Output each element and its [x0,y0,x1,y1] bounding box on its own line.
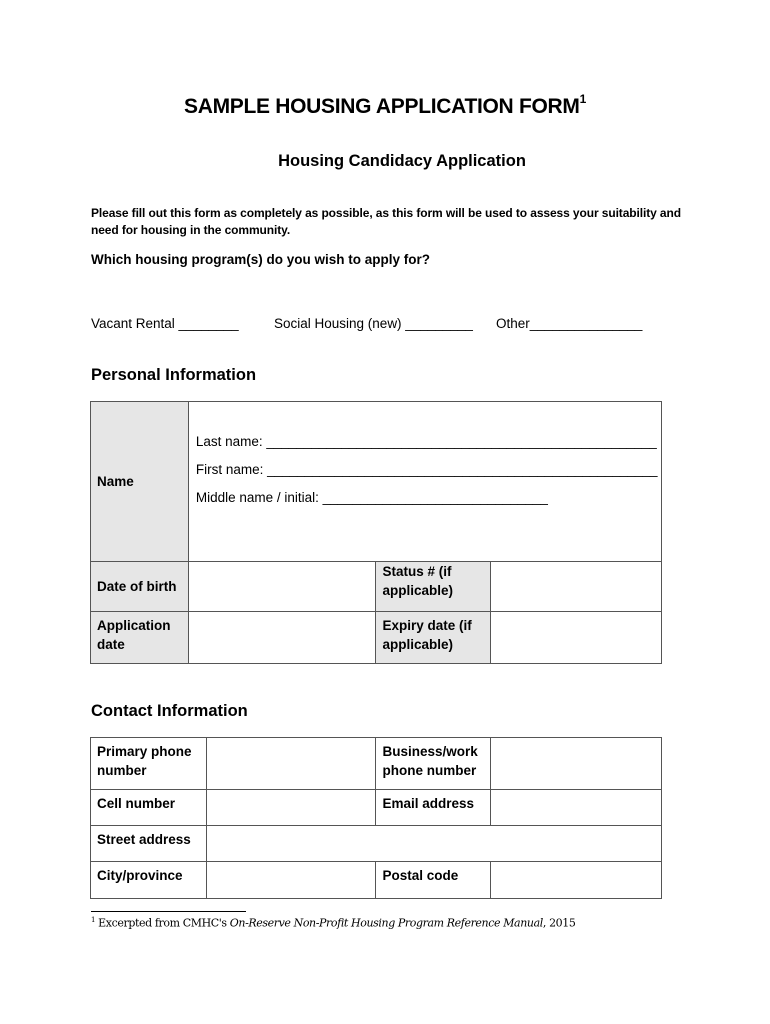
primary-phone-label-cell [91,738,207,790]
city-label-cell [91,862,207,899]
city-label: City/province [97,868,183,883]
email-label-cell [376,790,491,826]
status-label-cell [376,562,491,612]
personal-info-heading: Personal Information [91,366,257,384]
status-input[interactable] [491,562,662,612]
expiry-input[interactable] [491,612,662,664]
personal-info-table [90,401,662,664]
application-date-label: Application date [97,618,171,652]
name-label: Name [97,474,134,489]
footnote: $^1$ Excerpted from CMHC's On-Reserve Non-Profit Housing Program Reference Manual, 2015 [91,916,576,930]
city-input[interactable] [206,862,376,899]
primary-phone-input[interactable] [206,738,376,790]
dob-label: Date of birth [97,579,177,594]
business-phone-input[interactable] [491,738,662,790]
title-footnote-marker: 1 [579,92,586,106]
form-subtitle: Housing Candidacy Application [278,152,526,170]
application-date-input[interactable] [188,612,376,664]
form-title: SAMPLE HOUSING APPLICATION FORM$^1$ [184,92,586,118]
business-phone-label-cell [376,738,491,790]
application-date-label-cell [91,612,189,664]
footnote-divider [91,911,246,912]
street-label-cell [91,826,207,862]
business-phone-label: Business/work phone number [382,744,478,778]
contact-info-heading: Contact Information [91,702,248,720]
footnote-source-title: On-Reserve Non-Profit Housing Program Reference Manual [229,916,543,930]
option-other[interactable]: Other_______________ [496,316,643,331]
postal-label: Postal code [382,868,459,883]
cell-input[interactable] [206,790,376,826]
street-input[interactable] [206,826,661,862]
name-label-cell [91,402,189,562]
footnote-marker: 1 [91,916,96,924]
primary-phone-label: Primary phone number [97,744,192,778]
email-label: Email address [382,796,475,811]
middle-name-field[interactable]: Middle name / initial: ______________________________ [195,490,548,505]
cell-label: Cell number [97,796,176,811]
program-question: Which housing program(s) do you wish to apply for? [91,252,430,267]
dob-label-cell [91,562,189,612]
postal-input[interactable] [491,862,662,899]
postal-label-cell [376,862,491,899]
last-name-field[interactable]: Last name: ____________________________________________________ [195,434,657,449]
dob-input[interactable] [188,562,376,612]
option-social-housing[interactable]: Social Housing (new) _________ [274,316,473,331]
street-label: Street address [97,832,191,847]
email-input[interactable] [491,790,662,826]
status-label: Status # (if applicable) [382,564,453,598]
cell-label-cell [91,790,207,826]
contact-info-table [90,737,662,899]
intro-text: Please fill out this form as completely as possible, as this form will be used to assess your suitability and need for housing in the community. [91,206,681,237]
expiry-label-cell [376,612,491,664]
option-vacant-rental[interactable]: Vacant Rental ________ [91,316,239,331]
expiry-label: Expiry date (if applicable) [382,618,472,652]
first-name-field[interactable]: First name: ____________________________________________________ [195,462,658,477]
name-fields-cell [188,402,661,562]
